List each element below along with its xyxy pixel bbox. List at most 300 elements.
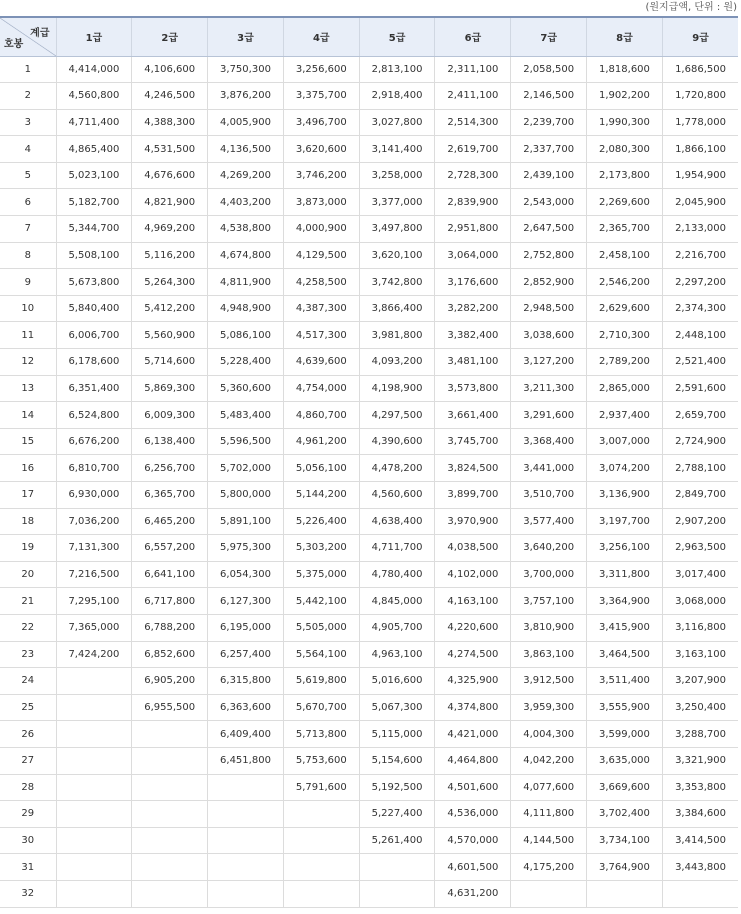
- salary-cell: [56, 801, 132, 828]
- salary-cell: 3,702,400: [587, 801, 663, 828]
- salary-cell: 4,674,800: [208, 242, 284, 269]
- table-row: [0, 668, 738, 695]
- step-cell: 13: [0, 375, 56, 402]
- salary-cell: 4,969,200: [132, 216, 208, 243]
- salary-cell: [283, 854, 359, 881]
- salary-cell: 2,311,100: [435, 56, 511, 83]
- salary-cell: 2,133,000: [662, 216, 738, 243]
- salary-cell: [208, 801, 284, 828]
- table-row: [0, 774, 738, 801]
- salary-cell: 2,629,600: [587, 295, 663, 322]
- salary-cell: 2,546,200: [587, 269, 663, 296]
- salary-cell: 6,524,800: [56, 402, 132, 429]
- table-row: [0, 136, 738, 163]
- salary-cell: [56, 668, 132, 695]
- salary-cell: 3,207,900: [662, 668, 738, 695]
- salary-cell: 1,990,300: [587, 109, 663, 136]
- salary-cell: 2,514,300: [435, 109, 511, 136]
- table-row: [0, 109, 738, 136]
- salary-cell: 2,865,000: [587, 375, 663, 402]
- salary-cell: 4,325,900: [435, 668, 511, 695]
- table-row: [0, 322, 738, 349]
- salary-cell: 3,981,800: [359, 322, 435, 349]
- salary-cell: 2,907,200: [662, 508, 738, 535]
- salary-cell: 2,448,100: [662, 322, 738, 349]
- salary-cell: 3,511,400: [587, 668, 663, 695]
- salary-cell: 4,390,600: [359, 428, 435, 455]
- salary-cell: 2,752,800: [511, 242, 587, 269]
- step-corner-label: 호봉: [4, 38, 24, 50]
- table-row: [0, 428, 738, 455]
- salary-cell: 5,714,600: [132, 349, 208, 376]
- salary-cell: 2,458,100: [587, 242, 663, 269]
- salary-cell: 4,374,800: [435, 694, 511, 721]
- salary-cell: 1,818,600: [587, 56, 663, 83]
- salary-cell: 3,415,900: [587, 614, 663, 641]
- table-row: [0, 375, 738, 402]
- salary-cell: 2,337,700: [511, 136, 587, 163]
- salary-cell: 3,311,800: [587, 561, 663, 588]
- table-row: [0, 83, 738, 110]
- salary-cell: 4,136,500: [208, 136, 284, 163]
- salary-cell: 3,496,700: [283, 109, 359, 136]
- salary-cell: 3,863,100: [511, 641, 587, 668]
- salary-cell: [359, 854, 435, 881]
- step-cell: 18: [0, 508, 56, 535]
- salary-cell: 6,054,300: [208, 561, 284, 588]
- salary-cell: 1,902,200: [587, 83, 663, 110]
- salary-cell: 6,351,400: [56, 375, 132, 402]
- salary-cell: 5,800,000: [208, 482, 284, 509]
- salary-cell: 2,374,300: [662, 295, 738, 322]
- salary-cell: 3,414,500: [662, 827, 738, 854]
- salary-cell: 7,424,200: [56, 641, 132, 668]
- salary-cell: 2,659,700: [662, 402, 738, 429]
- table-row: [0, 561, 738, 588]
- salary-cell: 5,791,600: [283, 774, 359, 801]
- step-cell: 6: [0, 189, 56, 216]
- salary-cell: 4,175,200: [511, 854, 587, 881]
- table-row: [0, 614, 738, 641]
- salary-cell: 5,412,200: [132, 295, 208, 322]
- salary-cell: 6,676,200: [56, 428, 132, 455]
- salary-cell: 4,297,500: [359, 402, 435, 429]
- salary-cell: 5,154,600: [359, 747, 435, 774]
- salary-cell: 3,757,100: [511, 588, 587, 615]
- salary-cell: 6,195,000: [208, 614, 284, 641]
- salary-cell: 4,093,200: [359, 349, 435, 376]
- salary-cell: [132, 774, 208, 801]
- grade-corner-label: 계급: [30, 28, 50, 39]
- salary-cell: 4,601,500: [435, 854, 511, 881]
- table-row: [0, 349, 738, 376]
- salary-cell: 4,258,500: [283, 269, 359, 296]
- salary-cell: 4,845,000: [359, 588, 435, 615]
- salary-cell: 5,673,800: [56, 269, 132, 296]
- salary-cell: 4,961,200: [283, 428, 359, 455]
- step-cell: 14: [0, 402, 56, 429]
- step-cell: 21: [0, 588, 56, 615]
- salary-cell: 6,006,700: [56, 322, 132, 349]
- salary-cell: 3,116,800: [662, 614, 738, 641]
- salary-cell: 3,620,600: [283, 136, 359, 163]
- salary-cell: 2,365,700: [587, 216, 663, 243]
- step-cell: 7: [0, 216, 56, 243]
- salary-cell: 5,182,700: [56, 189, 132, 216]
- salary-cell: 4,570,000: [435, 827, 511, 854]
- step-cell: 12: [0, 349, 56, 376]
- salary-cell: [662, 880, 738, 907]
- salary-cell: 4,038,500: [435, 535, 511, 562]
- salary-cell: 4,464,800: [435, 747, 511, 774]
- grade-header: 7급: [511, 17, 587, 56]
- salary-cell: [56, 721, 132, 748]
- salary-cell: 1,954,900: [662, 162, 738, 189]
- salary-cell: 5,869,300: [132, 375, 208, 402]
- step-cell: 25: [0, 694, 56, 721]
- salary-cell: 3,258,000: [359, 162, 435, 189]
- salary-cell: 6,905,200: [132, 668, 208, 695]
- salary-cell: 5,375,000: [283, 561, 359, 588]
- salary-cell: 3,912,500: [511, 668, 587, 695]
- salary-cell: 6,315,800: [208, 668, 284, 695]
- salary-cell: 3,669,600: [587, 774, 663, 801]
- salary-cell: 4,106,600: [132, 56, 208, 83]
- salary-cell: 3,064,000: [435, 242, 511, 269]
- salary-cell: 3,127,200: [511, 349, 587, 376]
- salary-cell: 3,970,900: [435, 508, 511, 535]
- salary-cell: 3,250,400: [662, 694, 738, 721]
- salary-cell: 4,638,400: [359, 508, 435, 535]
- table-row: [0, 747, 738, 774]
- salary-cell: 4,004,300: [511, 721, 587, 748]
- salary-cell: 4,676,600: [132, 162, 208, 189]
- salary-cell: 5,023,100: [56, 162, 132, 189]
- salary-cell: 3,750,300: [208, 56, 284, 83]
- salary-cell: 2,411,100: [435, 83, 511, 110]
- salary-cell: 3,464,500: [587, 641, 663, 668]
- salary-cell: 3,746,200: [283, 162, 359, 189]
- salary-cell: 2,619,700: [435, 136, 511, 163]
- salary-cell: [56, 747, 132, 774]
- salary-cell: 5,508,100: [56, 242, 132, 269]
- salary-cell: 3,256,100: [587, 535, 663, 562]
- salary-cell: 4,478,200: [359, 455, 435, 482]
- salary-cell: 6,557,200: [132, 535, 208, 562]
- salary-cell: 4,388,300: [132, 109, 208, 136]
- salary-cell: 6,363,600: [208, 694, 284, 721]
- salary-cell: 6,409,400: [208, 721, 284, 748]
- salary-cell: 3,635,000: [587, 747, 663, 774]
- salary-cell: 3,700,000: [511, 561, 587, 588]
- salary-cell: 4,163,100: [435, 588, 511, 615]
- step-cell: 5: [0, 162, 56, 189]
- table-row: [0, 641, 738, 668]
- salary-cell: 3,899,700: [435, 482, 511, 509]
- salary-cell: 3,364,900: [587, 588, 663, 615]
- salary-cell: 2,948,500: [511, 295, 587, 322]
- salary-cell: 2,173,800: [587, 162, 663, 189]
- step-cell: 8: [0, 242, 56, 269]
- salary-cell: [132, 801, 208, 828]
- salary-cell: 4,711,400: [56, 109, 132, 136]
- step-cell: 3: [0, 109, 56, 136]
- salary-cell: 3,441,000: [511, 455, 587, 482]
- salary-cell: 5,303,200: [283, 535, 359, 562]
- salary-cell: [283, 880, 359, 907]
- salary-cell: 7,365,000: [56, 614, 132, 641]
- salary-cell: 3,068,000: [662, 588, 738, 615]
- salary-cell: 3,353,800: [662, 774, 738, 801]
- salary-cell: 2,439,100: [511, 162, 587, 189]
- salary-cell: 3,291,600: [511, 402, 587, 429]
- salary-cell: 4,077,600: [511, 774, 587, 801]
- salary-cell: 3,555,900: [587, 694, 663, 721]
- salary-cell: 3,074,200: [587, 455, 663, 482]
- salary-cell: [56, 854, 132, 881]
- salary-cell: 5,226,400: [283, 508, 359, 535]
- salary-cell: 3,443,800: [662, 854, 738, 881]
- salary-cell: 4,144,500: [511, 827, 587, 854]
- salary-cell: 5,115,000: [359, 721, 435, 748]
- step-cell: 31: [0, 854, 56, 881]
- salary-cell: [283, 801, 359, 828]
- salary-cell: 2,543,000: [511, 189, 587, 216]
- salary-cell: 5,564,100: [283, 641, 359, 668]
- salary-cell: 4,865,400: [56, 136, 132, 163]
- salary-cell: 5,840,400: [56, 295, 132, 322]
- step-cell: 10: [0, 295, 56, 322]
- salary-cell: 6,257,400: [208, 641, 284, 668]
- salary-cell: 4,387,300: [283, 295, 359, 322]
- salary-cell: 5,483,400: [208, 402, 284, 429]
- salary-cell: 3,577,400: [511, 508, 587, 535]
- salary-cell: 3,866,400: [359, 295, 435, 322]
- step-cell: 15: [0, 428, 56, 455]
- salary-cell: 2,647,500: [511, 216, 587, 243]
- salary-cell: 5,891,100: [208, 508, 284, 535]
- salary-cell: 3,873,000: [283, 189, 359, 216]
- salary-cell: 2,080,300: [587, 136, 663, 163]
- grade-header: 5급: [359, 17, 435, 56]
- salary-cell: 4,501,600: [435, 774, 511, 801]
- salary-cell: 5,056,100: [283, 455, 359, 482]
- salary-cell: 3,481,100: [435, 349, 511, 376]
- salary-cell: 4,111,800: [511, 801, 587, 828]
- salary-cell: [359, 880, 435, 907]
- table-row: [0, 162, 738, 189]
- salary-cell: 4,403,200: [208, 189, 284, 216]
- salary-cell: 2,710,300: [587, 322, 663, 349]
- salary-cell: 5,116,200: [132, 242, 208, 269]
- salary-cell: 4,536,000: [435, 801, 511, 828]
- salary-cell: [56, 880, 132, 907]
- salary-cell: 2,146,500: [511, 83, 587, 110]
- salary-cell: 3,038,600: [511, 322, 587, 349]
- salary-cell: 4,860,700: [283, 402, 359, 429]
- salary-cell: 2,591,600: [662, 375, 738, 402]
- step-cell: 26: [0, 721, 56, 748]
- salary-cell: 6,256,700: [132, 455, 208, 482]
- salary-cell: 3,384,600: [662, 801, 738, 828]
- salary-cell: [132, 827, 208, 854]
- salary-cell: [283, 827, 359, 854]
- corner-header: [0, 17, 56, 56]
- salary-cell: 6,852,600: [132, 641, 208, 668]
- step-cell: 4: [0, 136, 56, 163]
- salary-cell: [208, 827, 284, 854]
- salary-cell: 4,639,600: [283, 349, 359, 376]
- salary-cell: 4,005,900: [208, 109, 284, 136]
- salary-cell: 4,531,500: [132, 136, 208, 163]
- salary-cell: 5,753,600: [283, 747, 359, 774]
- salary-cell: 3,599,000: [587, 721, 663, 748]
- salary-cell: 4,129,500: [283, 242, 359, 269]
- salary-cell: 4,905,700: [359, 614, 435, 641]
- salary-cell: [132, 747, 208, 774]
- salary-cell: 3,382,400: [435, 322, 511, 349]
- salary-cell: 4,000,900: [283, 216, 359, 243]
- table-row: [0, 535, 738, 562]
- salary-cell: 3,375,700: [283, 83, 359, 110]
- grade-header: 9급: [662, 17, 738, 56]
- salary-cell: 3,510,700: [511, 482, 587, 509]
- salary-cell: 3,321,900: [662, 747, 738, 774]
- step-cell: 11: [0, 322, 56, 349]
- salary-cell: [56, 694, 132, 721]
- salary-cell: 3,824,500: [435, 455, 511, 482]
- salary-cell: 4,246,500: [132, 83, 208, 110]
- salary-cell: 4,754,000: [283, 375, 359, 402]
- salary-cell: 5,619,800: [283, 668, 359, 695]
- salary-cell: 3,620,100: [359, 242, 435, 269]
- salary-cell: 3,876,200: [208, 83, 284, 110]
- salary-cell: 5,227,400: [359, 801, 435, 828]
- step-cell: 32: [0, 880, 56, 907]
- salary-cell: 6,138,400: [132, 428, 208, 455]
- grade-header: 6급: [435, 17, 511, 56]
- salary-cell: 2,813,100: [359, 56, 435, 83]
- salary-cell: 3,017,400: [662, 561, 738, 588]
- salary-cell: 4,560,600: [359, 482, 435, 509]
- salary-cell: 5,713,800: [283, 721, 359, 748]
- salary-cell: 4,042,200: [511, 747, 587, 774]
- salary-cell: 6,810,700: [56, 455, 132, 482]
- salary-cell: 5,702,000: [208, 455, 284, 482]
- salary-cell: 6,930,000: [56, 482, 132, 509]
- salary-cell: 3,742,800: [359, 269, 435, 296]
- step-cell: 20: [0, 561, 56, 588]
- salary-cell: 6,465,200: [132, 508, 208, 535]
- grade-header: 1급: [56, 17, 132, 56]
- salary-cell: [56, 774, 132, 801]
- salary-cell: 3,497,800: [359, 216, 435, 243]
- grade-header: 8급: [587, 17, 663, 56]
- table-row: [0, 189, 738, 216]
- grade-header: 3급: [208, 17, 284, 56]
- salary-cell: 4,421,000: [435, 721, 511, 748]
- salary-cell: [511, 880, 587, 907]
- salary-cell: 2,216,700: [662, 242, 738, 269]
- salary-cell: 3,197,700: [587, 508, 663, 535]
- salary-cell: 6,365,700: [132, 482, 208, 509]
- table-row: [0, 455, 738, 482]
- salary-cell: 3,136,900: [587, 482, 663, 509]
- salary-cell: 2,724,900: [662, 428, 738, 455]
- salary-cell: 4,102,000: [435, 561, 511, 588]
- salary-cell: 6,009,300: [132, 402, 208, 429]
- salary-cell: [132, 854, 208, 881]
- salary-cell: 3,764,900: [587, 854, 663, 881]
- salary-cell: 3,282,200: [435, 295, 511, 322]
- step-cell: 30: [0, 827, 56, 854]
- table-row: [0, 216, 738, 243]
- salary-cell: 3,959,300: [511, 694, 587, 721]
- salary-cell: [208, 880, 284, 907]
- salary-cell: 2,849,700: [662, 482, 738, 509]
- table-row: [0, 854, 738, 881]
- salary-cell: 3,256,600: [283, 56, 359, 83]
- salary-cell: 6,641,100: [132, 561, 208, 588]
- salary-cell: 4,780,400: [359, 561, 435, 588]
- table-row: [0, 694, 738, 721]
- table-row: [0, 588, 738, 615]
- table-row: [0, 295, 738, 322]
- salary-cell: 7,036,200: [56, 508, 132, 535]
- table-row: [0, 880, 738, 907]
- salary-cell: 2,852,900: [511, 269, 587, 296]
- table-header: [0, 17, 738, 56]
- salary-cell: 1,866,100: [662, 136, 738, 163]
- salary-cell: [132, 721, 208, 748]
- salary-cell: 6,955,500: [132, 694, 208, 721]
- step-cell: 22: [0, 614, 56, 641]
- salary-cell: 5,264,300: [132, 269, 208, 296]
- salary-cell: 4,811,900: [208, 269, 284, 296]
- step-cell: 2: [0, 83, 56, 110]
- salary-cell: [587, 880, 663, 907]
- table-row: [0, 801, 738, 828]
- salary-cell: 5,596,500: [208, 428, 284, 455]
- table-body: [0, 56, 738, 907]
- salary-cell: 5,067,300: [359, 694, 435, 721]
- salary-cell: 2,269,600: [587, 189, 663, 216]
- salary-cell: 4,948,900: [208, 295, 284, 322]
- salary-cell: 3,288,700: [662, 721, 738, 748]
- salary-cell: 2,045,900: [662, 189, 738, 216]
- salary-cell: 5,261,400: [359, 827, 435, 854]
- salary-cell: 4,414,000: [56, 56, 132, 83]
- salary-cell: 2,918,400: [359, 83, 435, 110]
- salary-cell: 3,141,400: [359, 136, 435, 163]
- step-cell: 16: [0, 455, 56, 482]
- step-cell: 1: [0, 56, 56, 83]
- table-row: [0, 56, 738, 83]
- salary-cell: 3,573,800: [435, 375, 511, 402]
- salary-cell: 4,711,700: [359, 535, 435, 562]
- salary-cell: 3,377,000: [359, 189, 435, 216]
- salary-cell: 4,821,900: [132, 189, 208, 216]
- salary-cell: [132, 880, 208, 907]
- table-row: [0, 242, 738, 269]
- salary-cell: 4,220,600: [435, 614, 511, 641]
- salary-cell: 5,192,500: [359, 774, 435, 801]
- salary-cell: 4,631,200: [435, 880, 511, 907]
- salary-cell: [56, 827, 132, 854]
- salary-cell: [208, 854, 284, 881]
- table-row: [0, 402, 738, 429]
- salary-cell: 2,521,400: [662, 349, 738, 376]
